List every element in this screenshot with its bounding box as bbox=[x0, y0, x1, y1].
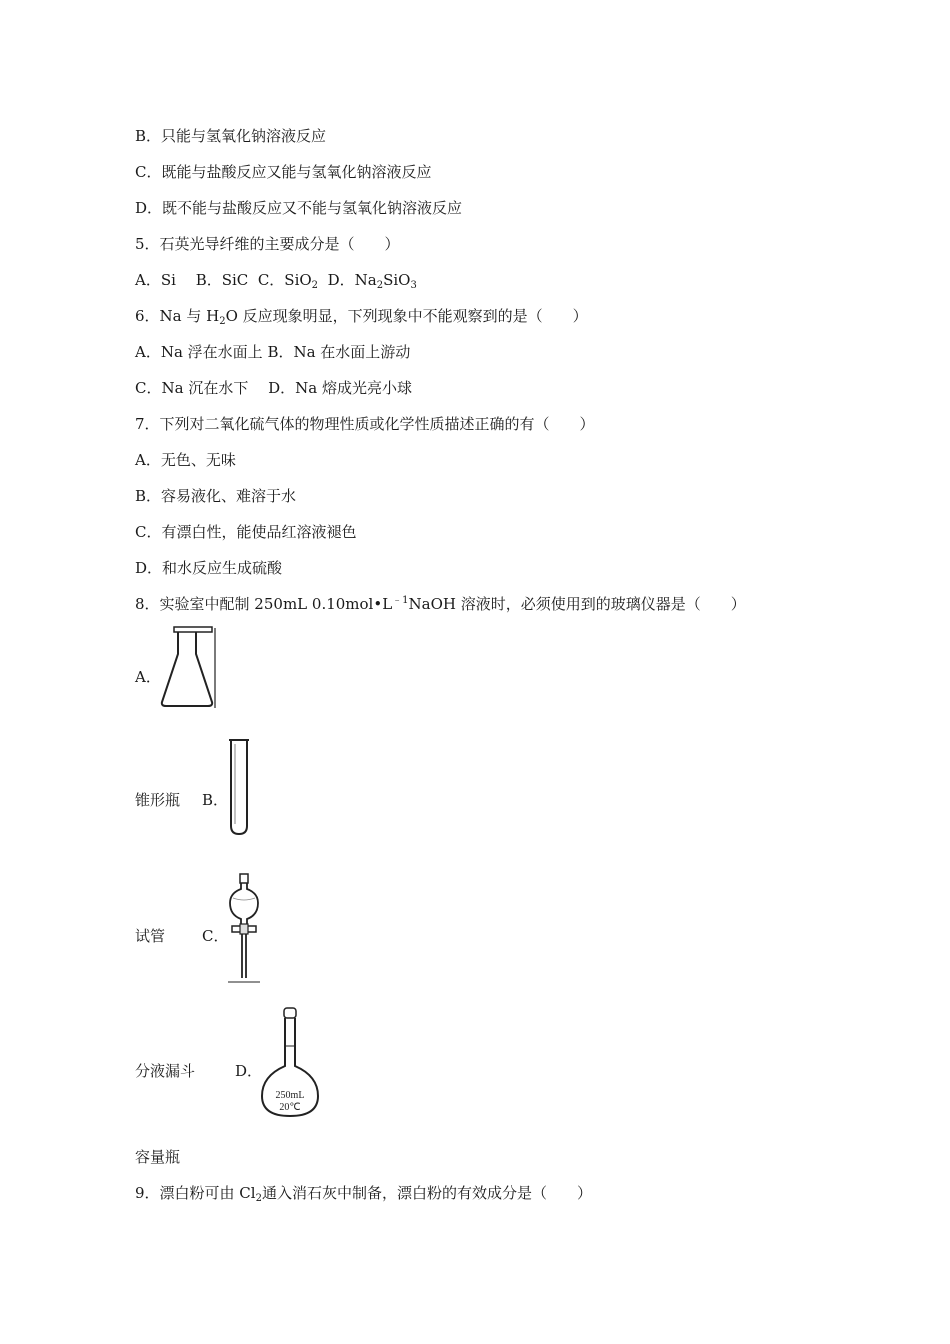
q5-option-c: C．SiO$_2$ bbox=[257, 271, 319, 291]
flask-volume-label: 250mL bbox=[275, 1090, 305, 1101]
separatory-funnel-icon bbox=[226, 872, 262, 984]
q5-option-d: D．$Na_2SiO_3$ bbox=[327, 271, 417, 291]
q4-option-c: C．既能与盐酸反应又能与氢氧化钠溶液反应 bbox=[135, 163, 432, 181]
q7-option-a: A．无色、无味 bbox=[135, 451, 236, 469]
q6-stem: 6．Na 与 $H_2O$ 反应现象明显，下列现象中不能观察到的是（ ） bbox=[135, 307, 588, 327]
q7-option-c: C．有漂白性，能使品红溶液褪色 bbox=[135, 523, 357, 541]
q8-option-c-letter: C． bbox=[202, 927, 229, 945]
q8-option-a-letter: A． bbox=[135, 668, 161, 686]
q5-option-a: A．Si bbox=[135, 271, 176, 289]
q5-option-b: B．SiC bbox=[195, 271, 249, 289]
q8-option-d-letter: D． bbox=[235, 1062, 263, 1080]
q6-option-a: A．Na 浮在水面上 bbox=[135, 343, 263, 361]
q6-options-ab bbox=[135, 342, 410, 362]
q6-option-d: D．Na 熔成光亮小球 bbox=[268, 379, 412, 397]
q6-option-c: C．Na 沉在水下 bbox=[135, 379, 249, 397]
q8-option-d-name: 容量瓶 bbox=[135, 1148, 181, 1166]
q8-option-c-name: 分液漏斗 bbox=[135, 1062, 196, 1080]
q6-options-cd bbox=[135, 378, 412, 398]
q4-option-b: B．只能与氢氧化钠溶液反应 bbox=[135, 127, 327, 145]
q7-option-b: B．容易液化、难溶于水 bbox=[135, 487, 297, 505]
q5-stem: 5．石英光导纤维的主要成分是（ ） bbox=[135, 235, 400, 253]
q5-options bbox=[135, 270, 417, 290]
q9-stem: 9．漂白粉可由 $Cl_2$通入消石灰中制备，漂白粉的有效成分是（ ） bbox=[135, 1184, 592, 1204]
q8-stem: 8．实验室中配制 250mL $0.10mol•L^{﹣1}NaOH$ 溶液时，必须使用到的玻璃仪器是（ ） bbox=[135, 595, 746, 613]
q4-option-d: D．既不能与盐酸反应又不能与氢氧化钠溶液反应 bbox=[135, 199, 463, 217]
conical-flask-icon bbox=[158, 626, 218, 710]
q7-stem: 7．下列对二氧化硫气体的物理性质或化学性质描述正确的有（ ） bbox=[135, 415, 595, 433]
q8-option-a-name: 锥形瓶 bbox=[135, 791, 181, 809]
q8-option-b-name: 试管 bbox=[135, 927, 166, 945]
q7-option-d: D．和水反应生成硫酸 bbox=[135, 559, 283, 577]
test-tube-icon bbox=[226, 738, 252, 838]
q6-option-b: B．Na 在水面上游动 bbox=[267, 343, 411, 361]
volumetric-flask-icon bbox=[258, 1006, 322, 1120]
q8-option-b-letter: B． bbox=[202, 791, 229, 809]
flask-temp-label: 20℃ bbox=[279, 1102, 301, 1113]
